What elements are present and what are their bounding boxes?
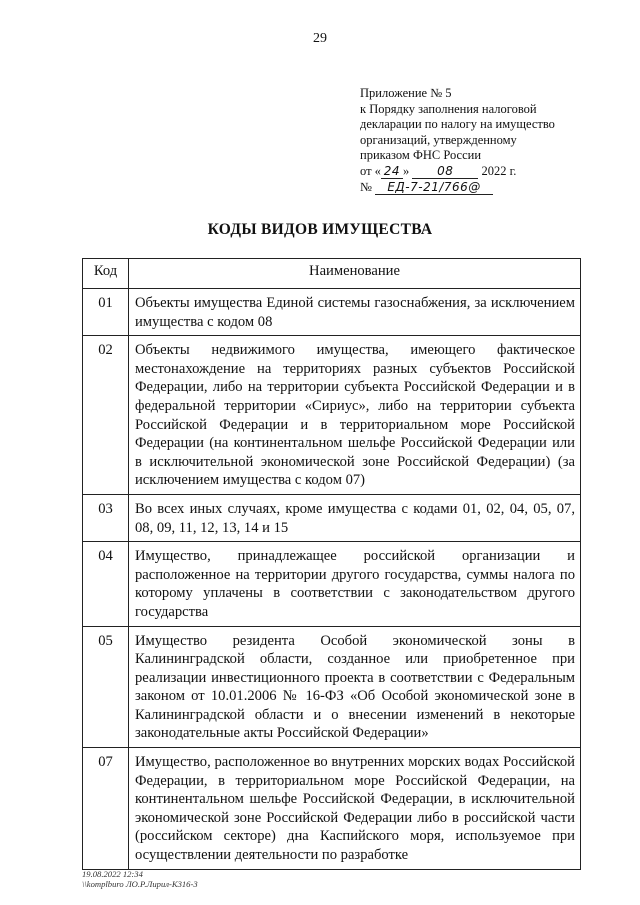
footer-timestamp: 19.08.2022 12:34 (82, 869, 143, 879)
appendix-header (360, 86, 600, 195)
print-footer (82, 869, 198, 889)
date-day: 24 (381, 165, 403, 179)
date-year: 2022 г. (481, 163, 517, 178)
table-row (83, 748, 581, 870)
appendix-line: к Порядку заполнения налоговой (360, 101, 537, 116)
appendix-line: приказом ФНС России (360, 148, 482, 163)
number-prefix: № (360, 179, 372, 194)
header-code: Код (83, 259, 129, 289)
appendix-line: декларации по налогу на имущество (360, 117, 555, 132)
order-number (360, 180, 600, 196)
appendix-line: Приложение № 5 (360, 86, 452, 100)
table-header-row (83, 259, 581, 289)
table-row (83, 336, 581, 495)
row-name: Имущество резидента Особой экономической зоны в Калининградской области, созданное или приобретенное при реализации инвестиционного проекта в соответствии с Федеральным законом от 10.01.2006 № 16-ФЗ «Об Особой экономической зоне в Калининградской области и о внесении изменений в некоторые законодательные акты Российской Федерации» (129, 626, 581, 748)
row-name: Объекты имущества Единой системы газоснабжения, за исключением имущества с кодом 08 (129, 289, 581, 336)
row-name: Имущество, расположенное во внутренних морских водах Российской Федерации, в территориальном море Российской Федерации, на континентальном шельфе Российской Федерации, в исключительной экономической зоне Российской Федерации либо в российской части (российском секторе) дна Каспийского моря, используемое при осуществлении деятельности по разработке (129, 748, 581, 870)
row-name: Имущество, принадлежащее российской организации и расположенное на территории другого государства, суммы налога по которому уплачены в соответствии с законодательством другого государства (129, 542, 581, 626)
row-name: Во всех иных случаях, кроме имущества с кодами 01, 02, 04, 05, 07, 08, 09, 11, 12, 13, 14 и 15 (129, 494, 581, 541)
number-value: ЕД-7-21/766@ (375, 181, 493, 195)
date-month: 08 (412, 165, 478, 179)
table-row (83, 494, 581, 541)
page-number: 29 (313, 31, 327, 46)
table-row (83, 289, 581, 336)
property-codes-table (82, 258, 581, 870)
footer-path: \\komplburo ЛО.Р.Лирил-К316-3 (82, 879, 198, 889)
date-prefix: от « (360, 163, 381, 178)
row-name: Объекты недвижимого имущества, имеющего фактическое местонахождение на территориях разных субъектов Российской Федерации, либо на территории субъекта Российской Федерации и в федеральной территории «Сириус», либо на территории субъекта Российской Федерации и в территориальном море Российской Федерации (на континентальном шельфе Российской Федерации или в исключительной экономической зоне Российской Федерации) (за исключением имущества с кодом 07) (129, 336, 581, 495)
order-date (360, 164, 600, 180)
header-name: Наименование (129, 259, 581, 289)
date-mid: » (402, 163, 410, 178)
document-title: КОДЫ ВИДОВ ИМУЩЕСТВА (207, 221, 433, 238)
row-code: 07 (83, 748, 129, 870)
row-code: 04 (83, 542, 129, 626)
row-code: 01 (83, 289, 129, 336)
table-row (83, 626, 581, 748)
row-code: 05 (83, 626, 129, 748)
table-row (83, 542, 581, 626)
row-code: 03 (83, 494, 129, 541)
appendix-line: организаций, утвержденному (360, 132, 517, 147)
row-code: 02 (83, 336, 129, 495)
